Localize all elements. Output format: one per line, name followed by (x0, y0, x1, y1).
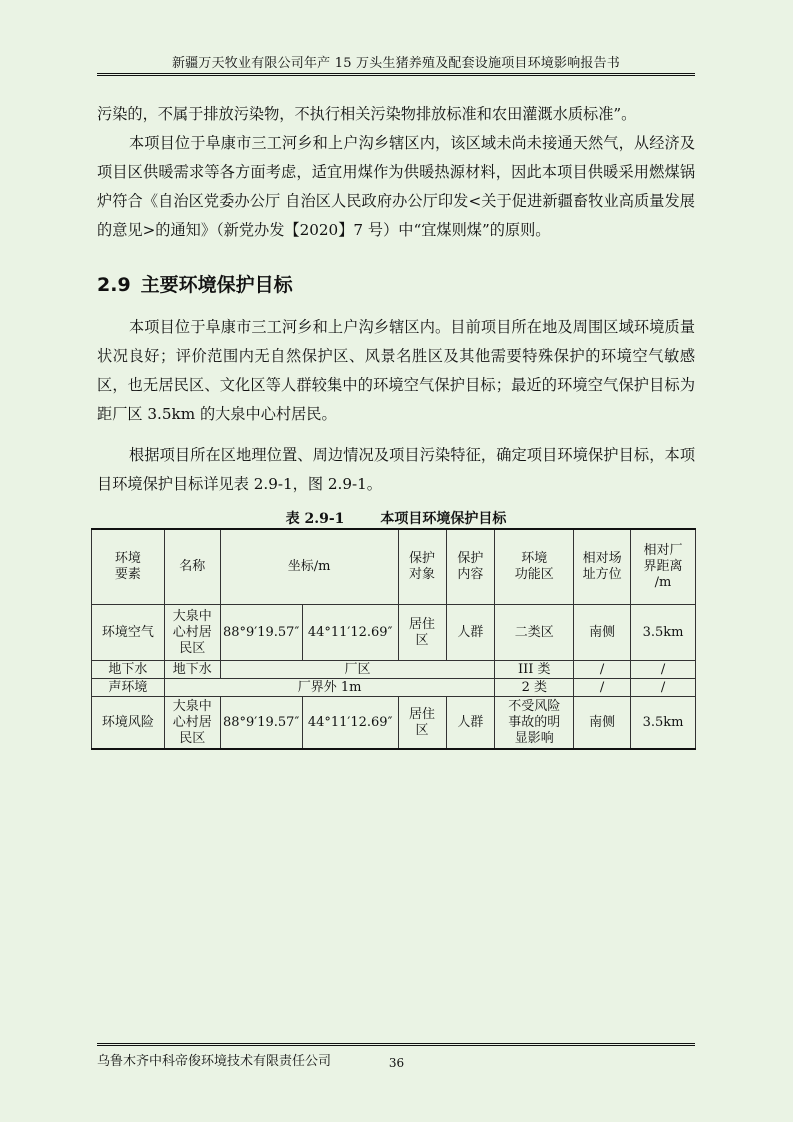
paragraph-targets: 根据项目所在区地理位置、周边情况及项目污染特征，确定项目环境保护目标，本项目环境保护目标详见表 2.9-1，图 2.9-1。 (97, 446, 695, 493)
cell-element: 环境风险 (92, 697, 165, 750)
cell-longitude: 88°9′19.57″ (220, 697, 302, 750)
page-number: 36 (388, 1056, 405, 1070)
cell-content: 人群 (446, 697, 495, 750)
cell-content: 人群 (446, 605, 495, 661)
cell-direction: 南侧 (574, 605, 631, 661)
footer-company: 乌鲁木齐中科帝俊环境技术有限责任公司 (97, 1054, 332, 1069)
footer-rule (97, 1043, 695, 1046)
section-heading (97, 270, 293, 297)
header-direction: 相对场 址方位 (574, 529, 631, 605)
cell-zone: 不受风险 事故的明 显影响 (495, 697, 574, 750)
cell-distance: / (631, 679, 696, 697)
cell-latitude: 44°11′12.69″ (302, 697, 398, 750)
cell-name: 大泉中 心村居 民区 (164, 605, 220, 661)
cell-zone: III 类 (495, 661, 574, 679)
cell-direction: 南侧 (574, 697, 631, 750)
table-header-row (92, 529, 696, 605)
cell-location: 厂区 (220, 661, 495, 679)
cell-zone: 2 类 (495, 679, 574, 697)
table-row (92, 605, 696, 661)
cell-distance: 3.5km (631, 697, 696, 750)
cell-element: 环境空气 (92, 605, 165, 661)
section-number: 2.9 (97, 274, 131, 296)
cell-object: 居住 区 (398, 605, 446, 661)
paragraph-location: 本项目位于阜康市三工河乡和上户沟乡辖区内。目前项目所在地及周围区域环境质量状况良好；评价范围内无自然保护区、风景名胜区及其他需要特殊保护的环境空气敏感区，也无居民区、文化区等人群较集中的环境空气保护目标；最近的环境空气保护目标为距厂区 3.5km 的大泉中心村居民。 (97, 318, 695, 423)
header-protect-object: 保护 对象 (398, 529, 446, 605)
cell-distance: 3.5km (631, 605, 696, 661)
header-coords: 坐标/m (220, 529, 398, 605)
header-element: 环境 要素 (92, 529, 165, 605)
document-header: 新疆万天牧业有限公司年产 15 万头生猪养殖及配套设施项目环境影响报告书 (171, 56, 620, 71)
cell-zone: 二类区 (495, 605, 574, 661)
table-caption (97, 508, 695, 528)
header-function-zone: 环境 功能区 (495, 529, 574, 605)
cell-name: 大泉中 心村居 民区 (164, 697, 220, 750)
table-row (92, 697, 696, 750)
table-caption-number: 表 2.9-1 (285, 511, 345, 527)
cell-longitude: 88°9′19.57″ (220, 605, 302, 661)
header-protect-content: 保护 内容 (446, 529, 495, 605)
section-title: 主要环境保护目标 (140, 274, 293, 296)
cell-direction: / (574, 661, 631, 679)
table-row (92, 679, 696, 697)
cell-location: 厂界外 1m (164, 679, 495, 697)
cell-direction: / (574, 679, 631, 697)
protection-targets-table (91, 528, 696, 750)
table-caption-title: 本项目环境保护目标 (380, 511, 507, 527)
cell-element: 声环境 (92, 679, 165, 697)
paragraph-continuation: 污染的，不属于排放污染物，不执行相关污染物排放标准和农田灌溉水质标准”。 (97, 105, 637, 123)
cell-latitude: 44°11′12.69″ (302, 605, 398, 661)
cell-element: 地下水 (92, 661, 165, 679)
header-name: 名称 (164, 529, 220, 605)
table-row (92, 661, 696, 679)
paragraph-heating: 本项目位于阜康市三工河乡和上户沟乡辖区内，该区域未尚未接通天然气，从经济及项目区供暖需求等各方面考虑，适宜用煤作为供暖热源材料，因此本项目供暖采用燃煤锅炉符合《自治区党委办公厅 自治区人民政府办公厅印发<关于促进新疆畜牧业高质量发展的意见>的通知》（新党办发【2020】7 号）中“宜煤则煤”的原则。 (97, 134, 695, 239)
cell-distance: / (631, 661, 696, 679)
cell-object: 居住 区 (398, 697, 446, 750)
cell-name: 地下水 (164, 661, 220, 679)
header-distance: 相对厂 界距离 /m (631, 529, 696, 605)
header-rule (97, 73, 695, 76)
